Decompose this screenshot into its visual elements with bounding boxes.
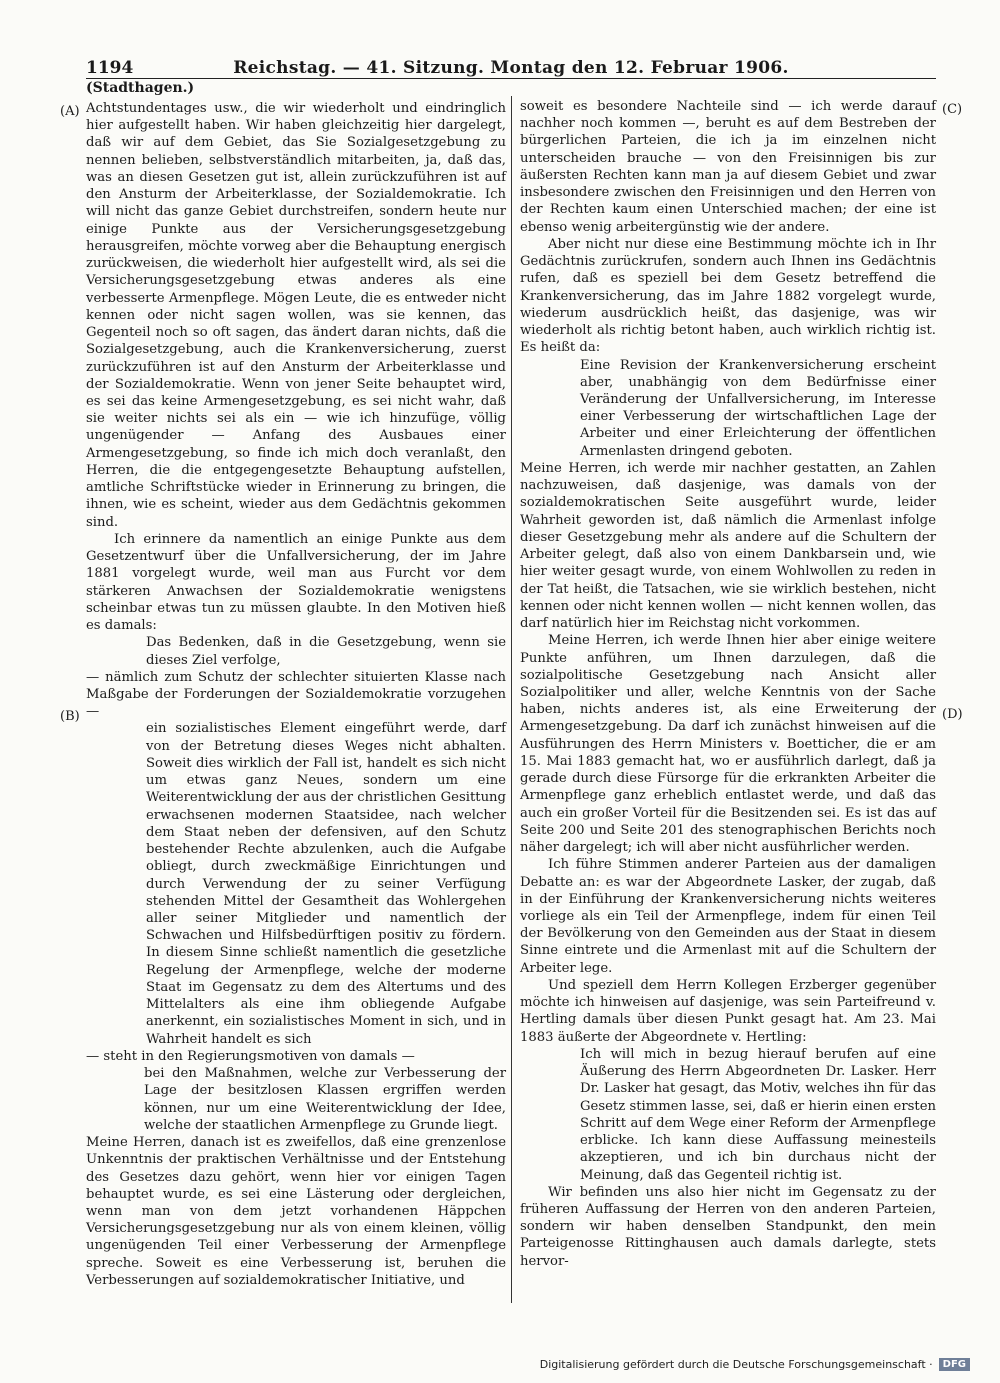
- margin-mark-b: (B): [60, 709, 80, 724]
- paragraph: Ich erinnere da namentlich an einige Punkte aus dem Gesetzentwurf über die Unfallversicherung, der im Jahre 1881 vorgelegt wurde, weil man aus Furcht vor dem stärkeren Anwachsen der Sozialdemokratie wenigstens scheinbar etwas tun zu müssen glaubte. In den Motiven hieß es damals:: [86, 531, 506, 634]
- running-title: Reichstag. — 41. Sitzung. Montag den 12. Februar 1906.: [233, 58, 789, 78]
- paragraph: Achtstundentages usw., die wir wiederholt und eindringlich hier aufgestellt haben. Wir haben gleichzeitig hier dargelegt, daß wir auf dem Gebiet, das Sie Sozialgesetzgebung zu nennen belieben, selbstverständlich mitarbeiten, ja, daß das, was an diesen Gesetzen gut ist, allein zurückzuführen ist auf den Ansturm der Arbeiterklasse, der Sozialdemokratie. Ich will nicht das ganze Gebiet durchstreifen, sondern heute nur einige Punkte aus der Versicherungsgesetzgebung herausgreifen, möchte vorweg aber die Behauptung energisch zurückweisen, die wiederholt hier aufgestellt wird, als sei die Versicherungsgesetzgebung etwas anderes als eine verbesserte Armenpflege. Mögen Leute, die es entweder nicht kennen oder nicht sagen wollen, was sie kennen, das Gegenteil noch so oft sagen, das ändert daran nichts, daß die Sozialgesetzgebung, auch die Krankenversicherung, zuerst zurückzuführen ist auf den Ansturm der Arbeiterklasse und der Sozialdemokratie. Wenn von jener Seite behauptet wird, es sei das keine Armengesetzgebung, es sei nicht wahr, daß sie weiter nichts sei als ein — wie ich hinzufüge, völlig ungenügender — Anfang des Ausbaues einer Armengesetzgebung, so finde ich mich doch veranlaßt, den Herren, die die entgegengesetzte Behauptung aufstellen, amtliche Schriftstücke wieder in Erinnerung zu bringen, die ihnen, wie es scheint, wieder aus dem Gedächtnis gekommen sind.: [86, 101, 506, 530]
- paragraph: Ich führe Stimmen anderer Parteien aus der damaligen Debatte an: es war der Abgeordnete Lasker, der zugab, daß in der Einführung der Krankenversicherung nichts weiteres vorliege als ein Teil der Armenpflege, indem für einen Teil der Bevölkerung von den Gemeinden aus der Staat in diesem Sinne eintrete und die Armenlast mit auf die Schultern der Arbeiter lege.: [520, 857, 936, 976]
- column-divider: [511, 96, 512, 1303]
- footer: [540, 1358, 970, 1371]
- quotation: bei den Maßnahmen, welche zur Verbesserung der Lage der besitzlosen Klassen ergriffen werden können, nur um eine Weiterentwicklung der Idee, welche der staatlichen Armenpflege zu Grunde liegt.: [144, 1066, 506, 1133]
- interjection: — steht in den Regierungsmotiven von damals —: [86, 1048, 415, 1064]
- dfg-logo: DFG: [939, 1358, 970, 1371]
- paragraph: Meine Herren, danach ist es zweifellos, daß eine grenzenlose Unkenntnis der praktischen Verhältnisse und der Entstehung des Gesetzes dazu gehört, wenn hier vor einigen Tagen behauptet wurde, es sei eine Lästerung oder dergleichen, wenn man von dem jetzt vorhandenen Häppchen Versicherungsgesetzgebung nur als von einem kleinen, völlig ungenügenden Teil einer Verbesserung der Armenpflege spreche. Soweit es eine Verbesserung ist, beruhen die Verbesserungen auf sozialdemokratischer Initiative, und: [86, 1135, 506, 1288]
- paragraph: Aber nicht nur diese eine Bestimmung möchte ich in Ihr Gedächtnis zurückrufen, sondern auch Ihnen ins Gedächtnis rufen, daß es speziell bei dem Gesetz betreffend die Krankenversicherung, das im Jahre 1882 vorgelegt wurde, wiederum ausdrücklich heißt, das dasjenige, was wir wiederholt als richtig betont haben, auch wirklich richtig ist. Es heißt da:: [520, 236, 936, 356]
- interjection: — nämlich zum Schutz der schlechter situierten Klasse nach Maßgabe der Forderungen der Sozialdemokratie vorzugehen —: [86, 669, 506, 720]
- funding-note: Digitalisierung gefördert durch die Deutsche Forschungsgemeinschaft ·: [539, 1358, 933, 1371]
- margin-mark-d: (D): [942, 707, 963, 722]
- page-header: [86, 54, 936, 79]
- paragraph: Und speziell dem Herrn Kollegen Erzberger gegenüber möchte ich hinweisen auf dasjenige, was sein Parteifreund v. Hertling damals über diesen Punkt gesagt hat. Am 23. Mai 1883 äußerte der Abgeordnete v. Hertling:: [520, 977, 936, 1045]
- speaker-label: (Stadthagen.): [86, 80, 195, 96]
- paragraph: Meine Herren, ich werde Ihnen hier aber einige weitere Punkte anführen, um Ihnen darzulegen, daß die sozialpolitische Gesetzgebung nach Ansicht aller Sozialpolitiker und aller, welche Kenntnis von der Sache haben, nichts anderes ist, als eine Erweiterung der Armengesetzgebung. Da darf ich zunächst hinweisen auf die Ausführungen des Herrn Ministers v. Boetticher, die er am 15. Mai 1883 gemacht hat, wo er ausführlich darlegt, daß ja gerade durch diese Fürsorge für die erkrankten Arbeiter die Armenpflege ganz erheblich entlastet werde, und daß das auch ein großer Vorteil für die Besitzenden sei. Es ist das auf Seite 200 und Seite 201 des stenographischen Berichts noch näher dargelegt; ich will aber nicht ausführlicher werden.: [520, 633, 936, 856]
- margin-mark-c: (C): [942, 102, 963, 117]
- margin-mark-a: (A): [60, 104, 80, 119]
- paragraph: soweit es besondere Nachteile sind — ich werde darauf nachher noch kommen —, beruht es auf dem Bestreben der bürgerlichen Parteien, die ich ja im einzelnen nicht unterscheiden brauche — von den Freisinnigen bis zur äußersten Rechten kann man ja auf diesem Gebiet und zwar insbesondere zwischen den Freisinnigen und den Herren von der Rechten kaum einen Unterschied machen; der eine ist ebenso wenig arbeitergünstig wie der andere.: [520, 99, 936, 235]
- paragraph: Meine Herren, ich werde mir nachher gestatten, an Zahlen nachzuweisen, daß dasjenige, was damals von der sozialdemokratischen Seite ausgeführt wurde, leider Wahrheit geworden ist, daß nämlich die Armenlast infolge dieser Gesetzgebung mehr als andere auf die Schultern der Arbeiter gelegt, daß also von einem Dankbarsein und, wie hier weiter gesagt wurde, von einem Wohlwollen zu reden in der Tat heißt, die Tatsachen, wie sie wirklich bestehen, nicht kennen oder nicht kennen wollen — nicht kennen wollen, das darf natürlich hier im Reichstag nicht vorkommen.: [520, 460, 936, 632]
- right-column: [520, 98, 936, 1270]
- left-column: [86, 100, 506, 1289]
- quotation: Eine Revision der Krankenversicherung erscheint aber, unabhängig von dem Bedürfnisse einer Veränderung der Unfallversicherung, im Interesse einer Verbesserung der wirtschaftlichen Lage der Arbeiter und einer Erleichterung der öffentlichen Armenlasten dringend geboten.: [580, 357, 936, 459]
- quotation: Das Bedenken, daß in die Gesetzgebung, wenn sie dieses Ziel verfolge,: [146, 635, 506, 668]
- quotation: Ich will mich in bezug hierauf berufen auf eine Äußerung des Herrn Abgeordneten Dr. Lasker. Herr Dr. Lasker hat gesagt, das Motiv, welches ihn für das Gesetz stimmen lasse, sei, daß er hierin einen ersten Schritt auf dem Wege einer Reform der Armenpflege erblicke. Ich kann diese Auffassung meinesteils akzeptieren, und ich bin durchaus nicht der Meinung, daß das Gegenteil richtig ist.: [580, 1046, 936, 1183]
- page-number: 1194: [86, 58, 134, 78]
- quotation: ein sozialistisches Element eingeführt werde, darf von der Betretung dieses Weges nicht abhalten. Soweit dies wirklich der Fall ist, handelt es sich nicht um etwas ganz Neues, sondern um eine Weiterentwicklung der aus der christlichen Gesittung erwachsenen modernen Staatsidee, nach welcher dem Staat neben der defensiven, auf den Schutz bestehender Rechte abzulenken, auch die Aufgabe obliegt, durch zweckmäßige Einrichtungen und durch Verwendung der zu seiner Verfügung stehenden Mittel der Gesamtheit das Wohlergehen aller seiner Mitglieder und namentlich der Schwachen und Hilfsbedürftigen positiv zu fördern. In diesem Sinne schließt namentlich die gesetzliche Regelung der Armenpflege, welche der moderne Staat im Gegensatz zu dem des Altertums und des Mittelalters als eine ihm obliegende Aufgabe anerkennt, ein sozialistisches Moment in sich, und in Wahrheit handelt es sich: [146, 721, 506, 1047]
- paragraph: Wir befinden uns also hier nicht im Gegensatz zu der früheren Auffassung der Herren von den anderen Parteien, sondern wir haben denselben Standpunkt, den mein Parteigenosse Rittinghausen auch damals darlegte, stets hervor-: [520, 1184, 936, 1269]
